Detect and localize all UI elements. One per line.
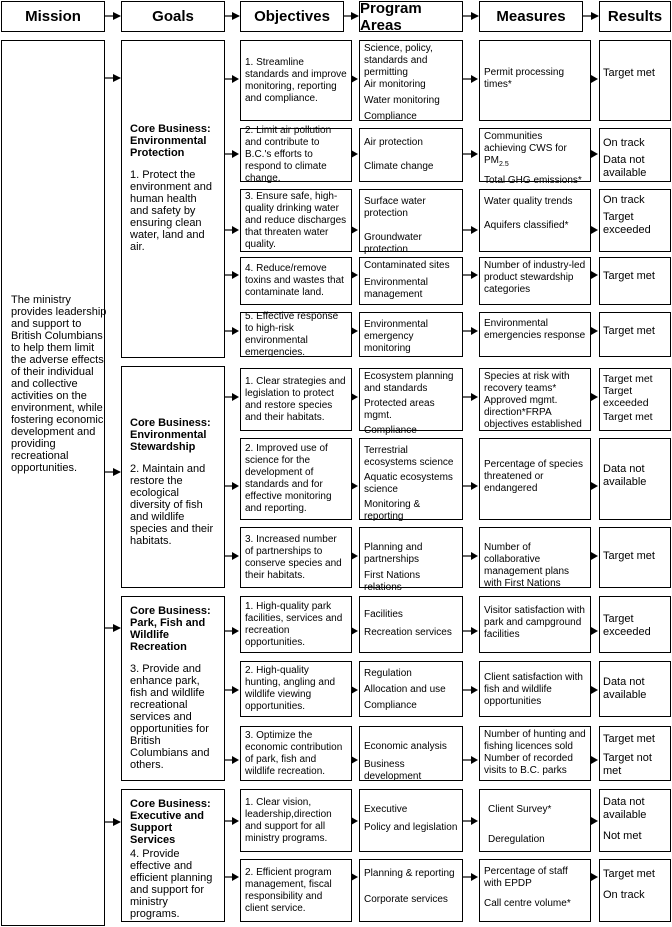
goal-text: 1. Protect the environment and human health and safety by ensuring clean water, land and air. xyxy=(130,169,212,253)
measure-item: Approved mgmt. direction*FRPA objectives established xyxy=(484,395,582,430)
mission-statement: The ministry provides leadership and support to British Columbians to help them limit the adverse effects of their individual and collective activities on the environment, while fostering economic development and providing recreational opportunities. xyxy=(11,294,107,474)
objective-text: 3. Increased number of partnerships to conserve species and their habitats. xyxy=(245,533,342,581)
flow-arrow xyxy=(225,627,239,635)
result-item: Target met xyxy=(603,67,655,79)
result-item: Data not available xyxy=(603,463,647,488)
flow-arrow xyxy=(591,393,598,401)
flow-arrow xyxy=(225,686,239,694)
result-item: Target met xyxy=(603,373,653,385)
program-item: Monitoring & reporting xyxy=(364,499,421,522)
flow-arrow xyxy=(225,271,239,279)
flow-arrow xyxy=(351,756,358,764)
measure-item: Client Survey* xyxy=(488,804,552,815)
program-item: Allocation and use xyxy=(364,684,446,695)
program-item: Groundwater protection xyxy=(364,232,422,255)
program-item: Corporate services xyxy=(364,894,448,905)
program-item: Air monitoring xyxy=(364,79,426,90)
goal-text: 2. Maintain and restore the ecological diversity of fish and wildlife species and their habitats. xyxy=(130,463,214,547)
flow-arrow xyxy=(463,627,478,635)
result-item: Data not available xyxy=(603,796,647,821)
result-item: Target exceeded xyxy=(603,211,651,236)
program-item: Compliance xyxy=(364,425,417,436)
flow-arrow xyxy=(351,817,358,825)
flow-arrow xyxy=(591,226,598,234)
result-item: Target met xyxy=(603,270,655,282)
objective-text: 4. Reduce/remove toxins and wastes that contaminate land. xyxy=(245,263,344,298)
measure-item: Number of industry-led product stewardship categories xyxy=(484,260,586,295)
flow-arrow xyxy=(463,482,478,490)
result-item: Data not available xyxy=(603,676,647,701)
flow-arrow xyxy=(463,393,478,401)
program-item: Environmental emergency monitoring xyxy=(364,319,428,354)
header-mission: Mission xyxy=(1,1,105,32)
goal-heading: Core Business: Park, Fish and Wildlife Recreation xyxy=(130,605,211,653)
program-item: Economic analysis xyxy=(364,741,447,752)
objective-text: 2. Improved use of science for the development of standards and for effective monitoring and reporting. xyxy=(245,443,332,514)
flow-arrow xyxy=(463,150,478,158)
program-item: Environmental management xyxy=(364,277,428,300)
flow-arrow xyxy=(351,271,358,279)
flow-arrow xyxy=(591,75,598,83)
measure-item: Deregulation xyxy=(488,834,545,845)
measure-item: Species at risk with recovery teams* xyxy=(484,371,570,394)
header-results: Results xyxy=(599,1,671,32)
flow-arrow xyxy=(463,327,478,335)
program-item: Aquatic ecosystems science xyxy=(364,472,453,495)
flow-arrow xyxy=(225,393,239,401)
result-item: Data not available xyxy=(603,154,647,179)
result-item: Target met xyxy=(603,733,655,745)
result-item: Not met xyxy=(603,830,642,842)
goal-text: 4. Provide effective and efficient planning and support for ministry programs. xyxy=(130,848,213,920)
program-item: Planning and partnerships xyxy=(364,542,423,565)
flow-arrow xyxy=(463,75,478,83)
measure-item: Percentage of species threatened or endangered xyxy=(484,459,583,494)
flow-arrow xyxy=(225,873,239,881)
flow-arrow xyxy=(225,327,239,335)
goal-heading: Core Business: Environmental Protection xyxy=(130,123,211,159)
flow-arrow xyxy=(351,627,358,635)
program-item: Water monitoring xyxy=(364,95,440,106)
header-program-areas: Program Areas xyxy=(359,1,463,32)
program-item: Science, policy, standards and permitting xyxy=(364,43,433,78)
goal-text: 3. Provide and enhance park, fish and wildlife recreational services and opportunities for British Columbians and others. xyxy=(130,663,210,771)
result-item: Target exceeded xyxy=(603,613,651,638)
objective-text: 1. Clear strategies and legislation to protect and restore species and their habitats. xyxy=(245,375,346,423)
flow-arrow xyxy=(225,552,239,560)
flow-arrow xyxy=(463,873,478,881)
flow-arrow xyxy=(463,756,478,764)
header-goals: Goals xyxy=(121,1,225,32)
program-item: First Nations relations xyxy=(364,570,421,593)
result-item: Target met xyxy=(603,325,655,337)
objective-text: 2. High-quality hunting, angling and wildlife viewing opportunities. xyxy=(245,665,336,712)
measure-item: Number of collaborative management plans with First Nations xyxy=(484,542,570,589)
flow-arrow xyxy=(351,552,358,560)
flow-arrow xyxy=(591,873,598,881)
program-item: Regulation xyxy=(364,668,412,679)
measure-item: Client satisfaction with fish and wildlife opportunities xyxy=(484,672,583,707)
flow-arrow xyxy=(351,873,358,881)
goal-heading: Core Business: Executive and Support Services xyxy=(130,798,211,846)
program-item: Recreation services xyxy=(364,627,452,638)
flow-arrow xyxy=(351,393,358,401)
flow-arrow xyxy=(351,686,358,694)
result-item: Target not met xyxy=(603,752,652,777)
header-measures: Measures xyxy=(479,1,583,32)
measure-item: Percentage of staff with EPDP xyxy=(484,866,568,889)
flow-arrow xyxy=(351,150,358,158)
measure-item: Aquifers classified* xyxy=(484,220,569,231)
program-item: Business development xyxy=(364,759,422,782)
objective-text: 5. Effective response to high-risk environmental emergencies. xyxy=(245,310,339,358)
header-objectives: Objectives xyxy=(240,1,344,32)
objective-text: 3. Optimize the economic contribution of park, fish and wildlife recreation. xyxy=(245,729,343,777)
flow-arrow xyxy=(225,817,239,825)
flow-arrow xyxy=(463,552,478,560)
objective-text: 2. Limit air pollution and contribute to B.C.'s efforts to respond to climate change. xyxy=(245,125,332,184)
program-item: Protected areas mgmt. xyxy=(364,398,435,421)
flow-arrow xyxy=(591,552,598,560)
result-item: On track xyxy=(603,194,645,206)
flow-arrow xyxy=(591,817,598,825)
result-item: On track xyxy=(603,889,645,901)
objective-text: 2. Efficient program management, fiscal responsibility and client service. xyxy=(245,866,332,914)
flow-arrow xyxy=(591,150,598,158)
program-item: Ecosystem planning and standards xyxy=(364,371,454,394)
program-item: Surface water protection xyxy=(364,196,426,219)
result-item: Target met xyxy=(603,550,655,562)
result-item: Target met xyxy=(603,411,653,423)
result-item: Target exceeded xyxy=(603,385,649,409)
objective-text: 1. Clear vision, leadership,direction and support for all ministry programs. xyxy=(245,796,332,844)
program-item: Compliance xyxy=(364,111,417,122)
flow-arrow xyxy=(463,226,478,234)
measure-item: Environmental emergencies response xyxy=(484,318,586,341)
flow-arrow xyxy=(351,327,358,335)
program-item: Policy and legislation xyxy=(364,822,458,833)
objective-text: 1. High-quality park facilities, services and recreation opportunities. xyxy=(245,600,343,648)
result-item: Target met xyxy=(603,868,655,880)
flow-arrow xyxy=(591,327,598,335)
flow-arrow xyxy=(225,75,239,83)
flow-arrow xyxy=(591,271,598,279)
goal-heading: Core Business: Environmental Stewardship xyxy=(130,417,211,453)
objective-text: 1. Streamline standards and improve monitoring, reporting and compliance. xyxy=(245,56,347,104)
program-item: Climate change xyxy=(364,161,434,172)
measure-item: Number of recorded visits to B.C. parks xyxy=(484,753,573,776)
program-item: Terrestrial ecosystems science xyxy=(364,445,454,468)
program-item: Executive xyxy=(364,804,408,815)
flow-arrow xyxy=(463,271,478,279)
measure-item: Call centre volume* xyxy=(484,898,571,909)
measure-item: Total GHG emissions* xyxy=(484,175,582,186)
program-item: Compliance xyxy=(364,700,417,711)
flow-arrow xyxy=(591,686,598,694)
program-item: Facilities xyxy=(364,609,403,620)
objective-text: 3. Ensure safe, high-quality drinking water and reduce discharges that threaten water quality. xyxy=(245,190,347,250)
program-item: Air protection xyxy=(364,137,423,148)
flow-arrow xyxy=(225,482,239,490)
flow-arrow xyxy=(225,756,239,764)
flow-arrow xyxy=(351,482,358,490)
flow-arrow xyxy=(463,817,478,825)
result-item: On track xyxy=(603,137,645,149)
measure-item: Number of hunting and fishing licences sold xyxy=(484,729,586,752)
measure-item: Permit processing times* xyxy=(484,67,565,90)
flow-arrow xyxy=(351,75,358,83)
flow-arrow xyxy=(591,756,598,764)
pm-subscript: 2.5 xyxy=(499,161,509,168)
measure-item: Water quality trends xyxy=(484,196,573,207)
program-item: Contaminated sites xyxy=(364,260,450,271)
program-item: Planning & reporting xyxy=(364,868,455,879)
flow-arrow xyxy=(225,150,239,158)
measure-item: Visitor satisfaction with park and campground facilities xyxy=(484,605,585,640)
flow-arrow xyxy=(591,627,598,635)
flow-arrow xyxy=(351,226,358,234)
measure-item: Communities achieving CWS for $PM_{2.5}$ xyxy=(484,131,567,168)
flow-arrow xyxy=(225,226,239,234)
flow-arrow xyxy=(463,686,478,694)
flow-arrow xyxy=(591,482,598,490)
